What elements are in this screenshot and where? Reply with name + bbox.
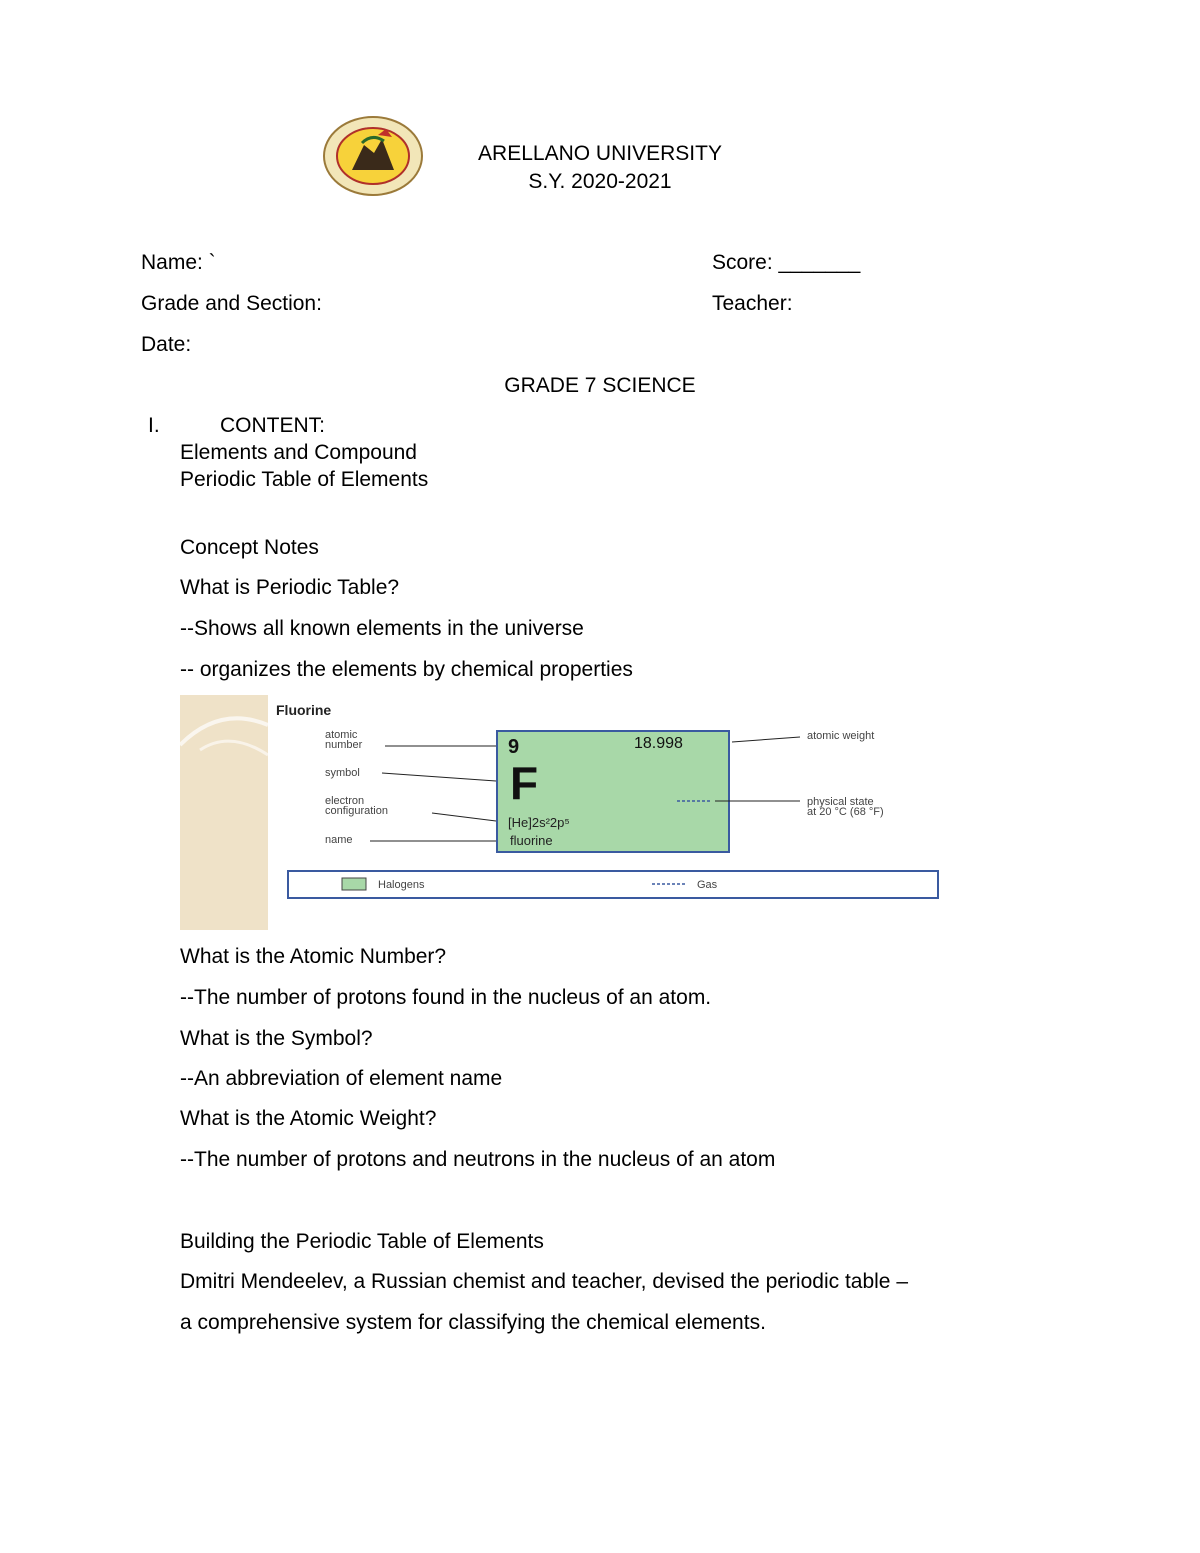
label-physical-state-2: at 20 °C (68 °F) (807, 806, 884, 818)
label-name: name (325, 834, 353, 846)
date-field: Date: (141, 333, 192, 356)
building-line-1: Dmitri Mendeelev, a Russian chemist and teacher, devised the periodic table – (180, 1270, 908, 1293)
legend-gas: Gas (697, 879, 718, 891)
name-field: Name: ` (141, 251, 216, 274)
topic-elements-compound: Elements and Compound (180, 441, 417, 464)
label-atomic-number-2: number (325, 739, 363, 751)
teacher-field: Teacher: (712, 292, 793, 315)
legend-halogens: Halogens (378, 879, 425, 891)
fluorine-element-figure (180, 695, 940, 930)
concept-notes-title: Concept Notes (180, 536, 319, 559)
question-symbol: What is the Symbol? (180, 1027, 373, 1050)
answer-periodic-table-2: -- organizes the elements by chemical properties (180, 658, 633, 681)
tile-atomic-weight: 18.998 (634, 735, 683, 752)
subject-title: GRADE 7 SCIENCE (504, 374, 696, 397)
section-numeral: I. (148, 414, 160, 437)
building-line-2: a comprehensive system for classifying the chemical elements. (180, 1311, 766, 1334)
building-title: Building the Periodic Table of Elements (180, 1230, 544, 1253)
tile-symbol: F (510, 757, 539, 809)
section-heading: CONTENT: (220, 414, 325, 437)
tile-element-name: fluorine (510, 833, 553, 848)
legend-halogens-swatch (342, 878, 366, 890)
label-atomic-number-1: atomic (325, 729, 358, 741)
tile-atomic-number: 9 (508, 736, 520, 758)
answer-atomic-number: --The number of protons found in the nucleus of an atom. (180, 986, 712, 1009)
question-atomic-number: What is the Atomic Number? (180, 945, 447, 968)
label-symbol: symbol (325, 767, 360, 779)
tile-electron-config: [He]2s²2p⁵ (508, 815, 570, 830)
school-year: S.Y. 2020-2021 (528, 170, 672, 193)
label-physical-state-1: physical state (807, 796, 874, 808)
figure-title: Fluorine (276, 702, 332, 718)
topic-periodic-table: Periodic Table of Elements (180, 468, 429, 491)
answer-symbol: --An abbreviation of element name (180, 1067, 503, 1090)
grade-section-field: Grade and Section: (141, 292, 322, 315)
label-atomic-weight: atomic weight (807, 730, 875, 742)
label-electron-config-2: configuration (325, 805, 388, 817)
university-name: ARELLANO UNIVERSITY (478, 142, 722, 165)
question-atomic-weight: What is the Atomic Weight? (180, 1107, 437, 1130)
question-periodic-table: What is Periodic Table? (180, 576, 400, 599)
label-electron-config-1: electron (325, 795, 365, 807)
answer-periodic-table-1: --Shows all known elements in the universe (180, 617, 584, 640)
score-field: Score: _______ (712, 251, 861, 274)
answer-atomic-weight: --The number of protons and neutrons in the nucleus of an atom (180, 1148, 776, 1171)
